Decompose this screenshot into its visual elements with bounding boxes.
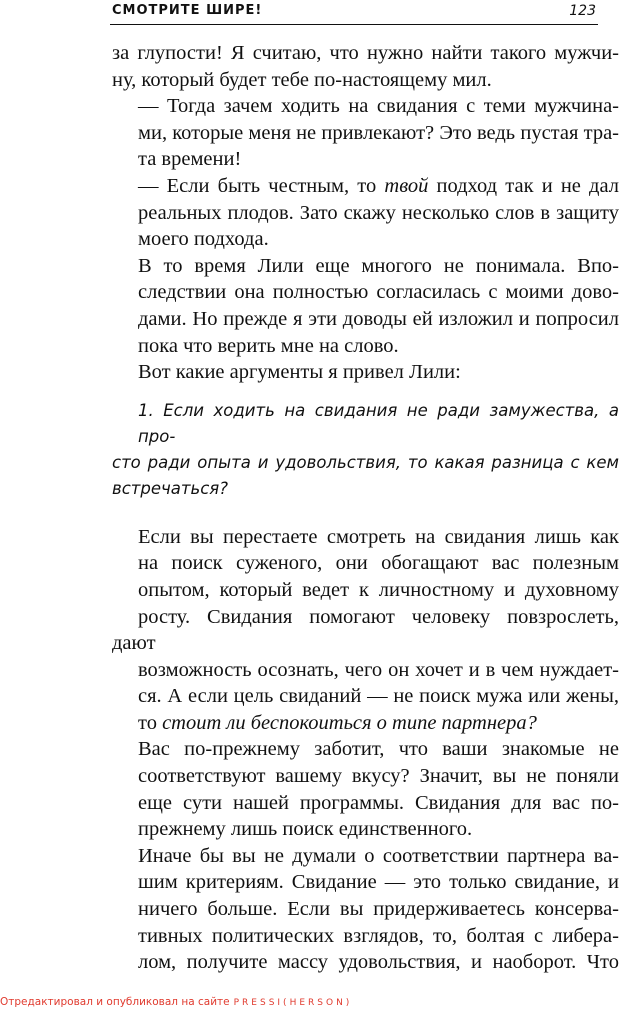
paragraph	[112, 40, 619, 93]
text-line: Если вы перестаете смотреть на свидания лишь как	[138, 525, 619, 548]
emphasis: стоит ли беспокоиться о типе партнера?	[162, 711, 537, 734]
text-line: Вас по-прежнему заботит, что ваши знакомые не	[138, 738, 619, 761]
text-line: Иначе бы вы не думали о соответствии партнера ва-	[138, 844, 619, 867]
text-line: за глупости! Я считаю, что нужно найти такого мужчи-	[112, 42, 619, 64]
heading-line: сто ради опыта и удовольствия, то какая разница с кем	[112, 452, 619, 472]
paragraph	[112, 93, 619, 173]
text-line: следствии она полностью согласилась с моими дово-	[138, 281, 619, 304]
text-line: ся. А если цель свиданий — не поиск мужа или жены,	[138, 685, 619, 708]
text-line: В то время Лили еще многого не понимала. Впо-	[138, 254, 619, 277]
text-line: опытом, который ведет к личностному и духовному	[138, 578, 619, 601]
text-line: Вот какие аргументы я привел Лили:	[138, 361, 461, 384]
running-title: СМОТРИТЕ ШИРЕ!	[112, 3, 263, 18]
text-line: дами. Но прежде я эти доводы ей изложил и попросил	[138, 307, 619, 330]
heading-line: 1. Если ходить на свидания не ради замужества, а про-	[138, 400, 619, 446]
text-line: то стоит ли беспокоиться о типе партнера?	[138, 711, 537, 734]
text-line: ничего больше. Если вы придерживаетесь консерва-	[138, 898, 619, 921]
text-line: еще сути нашей программы. Свидания для вас по-	[138, 791, 619, 814]
paragraph	[112, 359, 619, 386]
section-heading	[112, 398, 619, 502]
text-line: ну, который будет тебе по-настоящему мил.	[112, 68, 492, 91]
text-line: возможность осознать, чего он хочет и в чем нуждает-	[138, 658, 619, 681]
text-line: соответствуют вашему вкусу? Значит, вы не поняли	[138, 765, 619, 788]
text-line: тивных политических взглядов, то, болтая с либера-	[138, 924, 619, 947]
page-header	[110, 2, 598, 25]
paragraph	[112, 736, 619, 842]
text-line: та времени!	[138, 148, 242, 171]
text-line: прежнему лишь поиск единственного.	[138, 818, 473, 841]
text-line: — Если быть честным, то твой подход так и не дал	[138, 174, 619, 197]
text-line: моего подхода.	[138, 228, 269, 251]
paragraph	[112, 173, 619, 253]
page-number: 123	[569, 3, 596, 19]
text-line: шим критериям. Свидание — это только свидание, и	[138, 871, 619, 894]
text-line: реальных плодов. Зато скажу несколько слов в защиту	[138, 201, 619, 224]
paragraph	[112, 253, 619, 359]
heading-line: встречаться?	[112, 478, 228, 498]
text-line: росту. Свидания помогают человеку повзрослеть, дают	[112, 605, 619, 655]
footer-watermark	[0, 996, 352, 1008]
text-line: — Тогда зачем ходить на свидания с теми мужчина-	[138, 95, 619, 118]
text-line: пока что верить мне на слово.	[138, 334, 399, 357]
emphasis: твой	[384, 174, 429, 197]
text-line: на поиск суженого, они обогащают вас полезным	[138, 552, 619, 575]
text-line: ми, которые меня не привлекают? Это ведь пустая тра-	[138, 121, 619, 144]
paragraph	[112, 843, 619, 976]
paragraph	[112, 524, 619, 737]
text-line: лом, получите массу удовольствия, и наоборот. Что	[138, 951, 619, 974]
footer-text: Отредактировал и опубликовал на сайте	[0, 996, 230, 1008]
page-body	[112, 40, 619, 976]
footer-brand: PRESSI(HERSON)	[233, 998, 353, 1008]
